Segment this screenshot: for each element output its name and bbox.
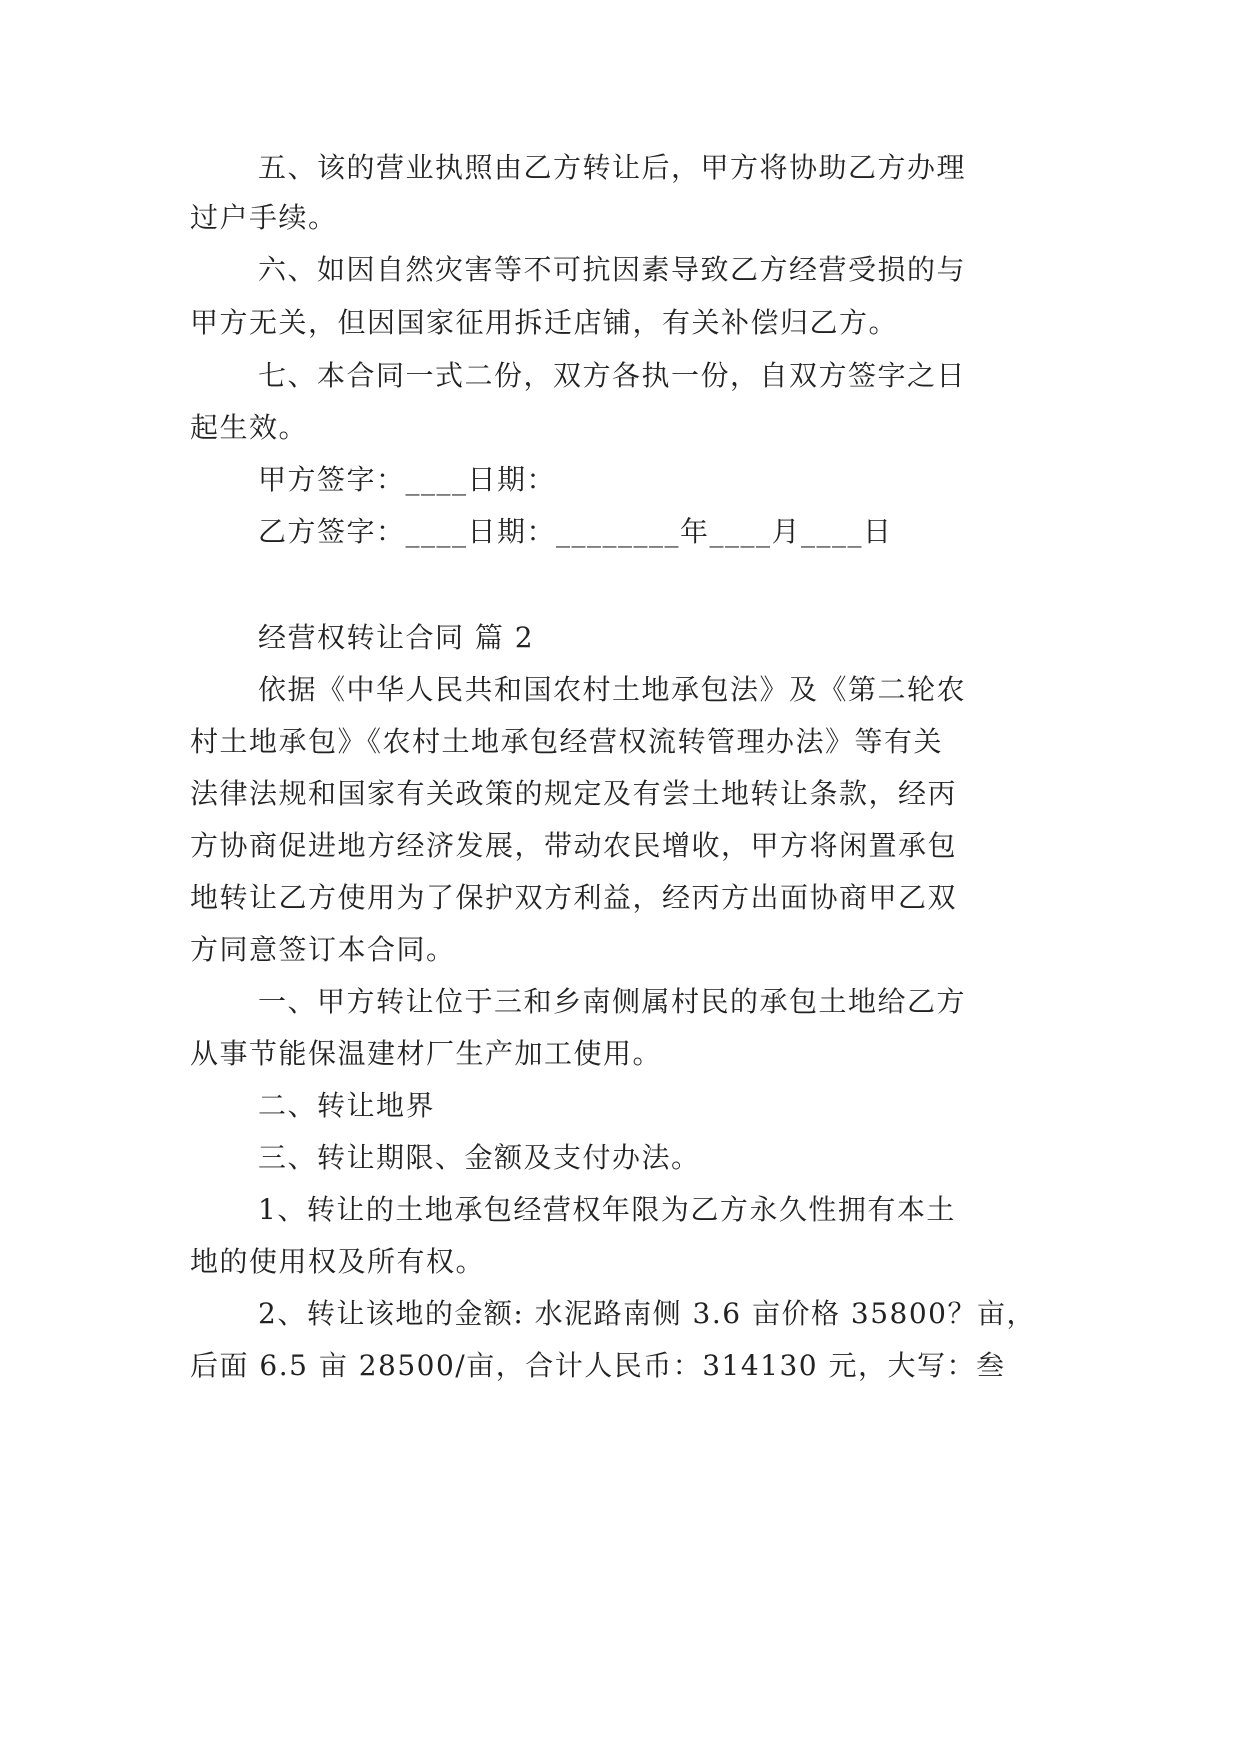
- item-1-line-1: 1、转让的土地承包经营权年限为乙方永久性拥有本土: [258, 1193, 956, 1226]
- preamble-line-5: 地转让乙方使用为了保护双方利益，经丙方出面协商甲乙双: [190, 881, 958, 914]
- article-3-line: 三、转让期限、金额及支付办法。: [258, 1141, 701, 1174]
- preamble-line-6: 方同意签订本合同。: [190, 933, 456, 966]
- clause-7-line-2: 起生效。: [190, 411, 309, 444]
- clause-5-line-1: 五、该的营业执照由乙方转让后，甲方将协助乙方办理: [258, 151, 967, 184]
- article-1-line-1: 一、甲方转让位于三和乡南侧属村民的承包土地给乙方: [258, 985, 967, 1018]
- preamble-line-3: 法律法规和国家有关政策的规定及有尝土地转让条款，经丙: [190, 777, 958, 810]
- article-2-line: 二、转让地界: [258, 1089, 436, 1122]
- clause-6-line-2: 甲方无关，但因国家征用拆迁店铺，有关补偿归乙方。: [190, 306, 899, 339]
- preamble-line-2: 村土地承包》《农村土地承包经营权流转管理办法》等有关: [190, 725, 944, 758]
- clause-7-line-1: 七、本合同一式二份，双方各执一份，自双方签字之日: [258, 359, 967, 392]
- item-1-line-2: 地的使用权及所有权。: [190, 1245, 486, 1278]
- clause-5-line-2: 过户手续。: [190, 201, 338, 234]
- preamble-line-4: 方协商促进地方经济发展，带动农民增收，甲方将闲置承包: [190, 829, 958, 862]
- party-b-signature-line: 乙方签字：____日期：________年____月____日: [258, 515, 893, 548]
- item-2-line-2: 后面 6.5 亩 28500/亩，合计人民币：314130 元，大写：叁: [190, 1349, 1006, 1382]
- section-title: 经营权转让合同 篇 2: [258, 621, 535, 654]
- article-1-line-2: 从事节能保温建材厂生产加工使用。: [190, 1037, 663, 1070]
- preamble-line-1: 依据《中华人民共和国农村土地承包法》及《第二轮农: [258, 673, 967, 706]
- item-2-line-1: 2、转让该地的金额: 水泥路南侧 3.6 亩价格 35800？亩，: [258, 1297, 1036, 1330]
- party-a-signature-line: 甲方签字：____日期：: [258, 463, 557, 496]
- clause-6-line-1: 六、如因自然灾害等不可抗因素导致乙方经营受损的与: [258, 253, 967, 286]
